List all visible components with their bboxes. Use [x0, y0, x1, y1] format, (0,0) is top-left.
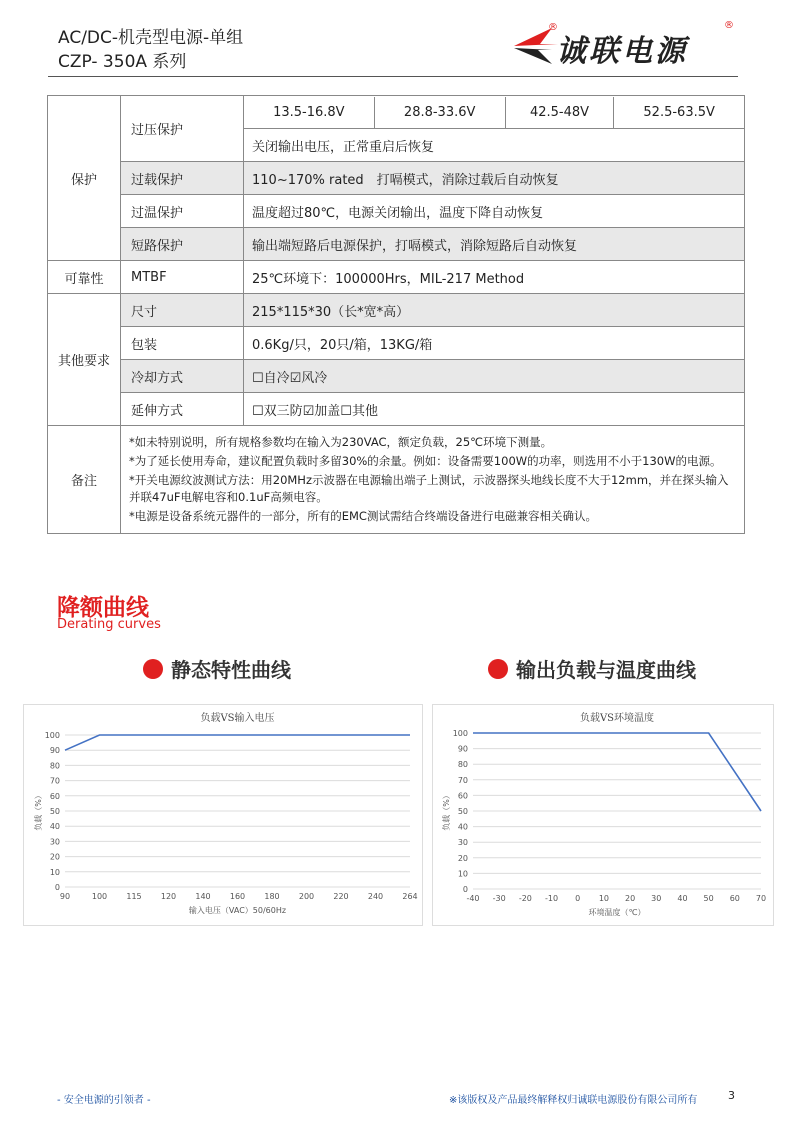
registered-mark-icon: ®: [548, 22, 558, 33]
x-tick-label: 200: [298, 892, 315, 901]
y-tick-label: 80: [457, 760, 468, 770]
olp-desc: 110~170% rated 打嗝模式，消除过载后自动恢复: [244, 162, 745, 195]
y-tick-label: 40: [457, 822, 468, 832]
x-tick-label: 40: [677, 894, 688, 903]
x-tick-label: -10: [545, 894, 559, 903]
y-tick-label: 0: [54, 883, 60, 892]
note-item: *电源是设备系统元器件的一部分，所有的EMC测试需结合终端设备进行电磁兼容相关确认。: [129, 509, 597, 523]
title-line-2: CZP- 350A 系列: [58, 52, 187, 72]
y-tick-label: 20: [49, 852, 60, 862]
y-tick-label: 60: [49, 791, 60, 801]
x-tick-label: 220: [333, 892, 349, 901]
otp-desc: 温度超过80℃，电源关闭输出，温度下降自动恢复: [244, 195, 745, 228]
logo-text: 诚联电源: [556, 34, 688, 69]
chart-heading-left: [143, 654, 291, 683]
series-line: [473, 733, 761, 811]
y-axis-label: 负载（%）: [34, 791, 43, 831]
ovp-desc: 关闭输出电压，正常重启后恢复: [244, 129, 745, 162]
footer-slogan: - 安全电源的引领者 -: [57, 1095, 151, 1106]
x-tick-label: 10: [598, 894, 610, 903]
row-label-scp: 短路保护: [121, 228, 244, 261]
x-tick-label: -40: [466, 894, 480, 903]
y-tick-label: 90: [457, 744, 468, 754]
row-label-pack: 包装: [121, 327, 244, 360]
y-tick-label: 50: [49, 807, 60, 816]
x-tick-label: 30: [651, 894, 662, 903]
chart-heading-right-text: 输出负载与温度曲线: [516, 658, 696, 682]
y-tick-label: 60: [457, 791, 468, 801]
mtbf-desc: 25℃环境下：100000Hrs，MIL-217 Method: [244, 261, 745, 294]
y-tick-label: 100: [44, 731, 60, 740]
x-tick-label: 60: [729, 894, 740, 903]
row-label-size: 尺寸: [121, 294, 244, 327]
x-tick-label: 115: [126, 892, 142, 901]
x-axis-label: 输入电压（VAC）50/60Hz: [188, 906, 287, 915]
y-tick-label: 10: [49, 867, 60, 877]
chart-load-vs-voltage-svg: [24, 705, 422, 925]
section-subtitle: Derating curves: [57, 617, 161, 632]
x-tick-label: 180: [264, 892, 280, 901]
x-tick-label: 264: [402, 892, 418, 901]
document-title: [58, 26, 243, 74]
section-title: 降额曲线: [57, 595, 149, 621]
group-notes: 备注: [48, 426, 121, 534]
x-tick-label: 120: [160, 892, 177, 901]
bullet-dot-icon: [488, 659, 508, 679]
company-logo: [512, 22, 734, 68]
y-tick-label: 70: [457, 775, 468, 785]
y-tick-label: 30: [49, 837, 60, 847]
y-axis-label: 负载（%）: [442, 791, 451, 831]
x-tick-label: 20: [624, 894, 636, 903]
x-tick-label: 90: [59, 892, 71, 901]
group-reliability: 可靠性: [48, 261, 121, 294]
notes-cell: [121, 426, 745, 534]
spec-table: [47, 95, 745, 534]
row-label-cooling: 冷却方式: [121, 360, 244, 393]
ovp-range: 13.5-16.8V: [244, 97, 374, 128]
y-tick-label: 0: [462, 885, 468, 894]
y-tick-label: 70: [49, 776, 60, 786]
y-tick-label: 90: [49, 746, 60, 756]
x-axis-label: 环境温度（℃）: [588, 908, 646, 917]
chart-heading-left-text: 静态特性曲线: [171, 658, 291, 682]
title-line-1: AC/DC-机壳型电源-单组: [58, 28, 244, 48]
y-tick-label: 20: [457, 853, 468, 863]
ovp-range: 28.8-33.6V: [374, 97, 505, 128]
bullet-dot-icon: [143, 659, 163, 679]
chart-heading-right: [488, 654, 696, 683]
note-item: *开关电源纹波测试方法：用20MHz示波器在电源输出端子上测试，示波器探头地线长度不大于12mm，并在探头输入并联47uF电解电容和0.1uF高频电容。: [129, 473, 729, 504]
y-tick-label: 10: [457, 869, 468, 879]
group-protection: 保护: [48, 96, 121, 261]
series-line: [65, 735, 410, 750]
row-label-mtbf: MTBF: [121, 261, 244, 294]
group-other: 其他要求: [48, 294, 121, 426]
x-tick-label: 240: [367, 892, 384, 901]
y-tick-label: 40: [49, 822, 60, 832]
row-label-extension: 延伸方式: [121, 393, 244, 426]
ovp-ranges-cell: [244, 96, 745, 129]
ovp-range: 42.5-48V: [505, 97, 614, 128]
x-tick-label: -30: [492, 894, 506, 903]
y-tick-label: 30: [457, 838, 468, 848]
x-tick-label: 100: [91, 892, 108, 901]
x-tick-label: 140: [195, 892, 211, 901]
note-item: *为了延长使用寿命，建议配置负载时多留30%的余量。例如：设备需要100W的功率，则选用不小于130W的电源。: [129, 454, 722, 468]
chart-title: 负载VS输入电压: [200, 713, 275, 724]
pack-desc: 0.6Kg/只，20只/箱，13KG/箱: [244, 327, 745, 360]
chart-load-vs-temperature-svg: [433, 705, 773, 925]
header-divider: [48, 76, 738, 77]
x-tick-label: 0: [575, 894, 581, 903]
note-item: *如未特别说明，所有规格参数均在输入为230VAC，额定负载，25℃环境下测量。: [129, 435, 553, 449]
page-number: 3: [728, 1089, 735, 1102]
chart-title: 负载VS环境温度: [579, 713, 655, 724]
row-label-ovp: 过压保护: [121, 96, 244, 162]
y-tick-label: 50: [457, 807, 468, 816]
row-label-olp: 过载保护: [121, 162, 244, 195]
row-label-otp: 过温保护: [121, 195, 244, 228]
footer-copyright: ※该版权及产品最终解释权归诚联电源股份有限公司所有: [449, 1095, 698, 1106]
size-desc: 215*115*30（长*宽*高）: [244, 294, 745, 327]
x-tick-label: 70: [755, 894, 767, 903]
x-tick-label: 50: [703, 894, 714, 903]
chart-load-vs-temperature: [432, 704, 774, 926]
x-tick-label: 160: [229, 892, 246, 901]
cooling-desc: ☐自冷☑风冷: [244, 360, 745, 393]
registered-mark-icon: ®: [724, 20, 734, 31]
extension-desc: ☐双三防☑加盖☐其他: [244, 393, 745, 426]
chart-load-vs-voltage: [23, 704, 423, 926]
scp-desc: 输出端短路后电源保护，打嗝模式，消除短路后自动恢复: [244, 228, 745, 261]
y-tick-label: 100: [452, 729, 468, 738]
ovp-range: 52.5-63.5V: [614, 97, 744, 128]
x-tick-label: -20: [518, 894, 532, 903]
y-tick-label: 80: [49, 761, 60, 771]
